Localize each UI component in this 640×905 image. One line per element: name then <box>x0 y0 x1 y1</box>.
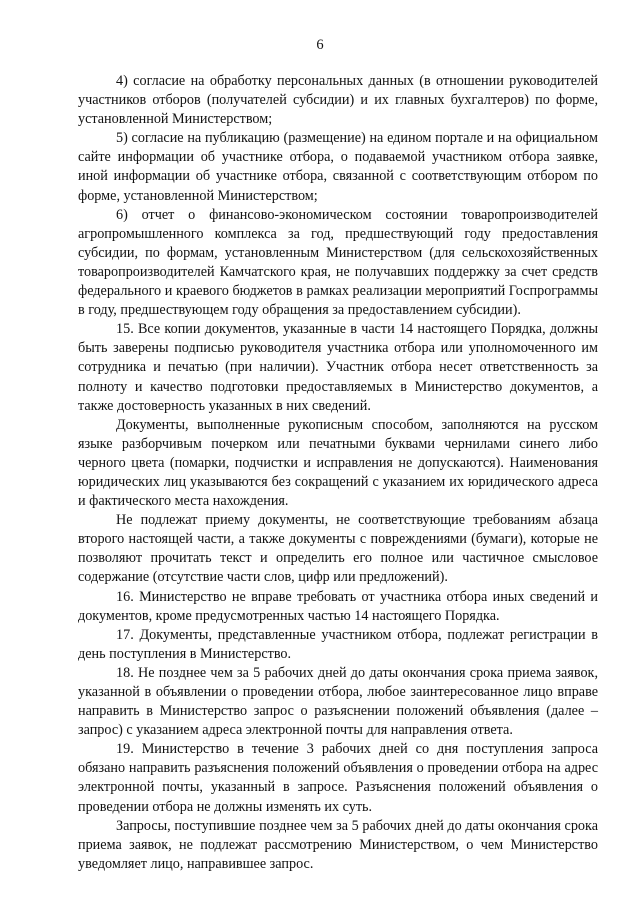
paragraph-not-accepted-documents: Не подлежат приему документы, не соответствующие требованиям абзаца второго настоящей части, а также документы с повреждениями (бумаги), которые не позволяют прочитать текст и определить его полное или частичное смысловое содержание (отсутствие части слов, цифр или предложений). <box>78 512 598 586</box>
paragraph-item-4: 4) согласие на обработку персональных данных (в отношении руководителей участников отборов (получателей субсидии) и их главных бухгалтеров) по форме, установленной Министерством; <box>78 73 598 128</box>
paragraph-section-16: 16. Министерство не вправе требовать от участника отбора иных сведений и документов, кроме предусмотренных частью 14 настоящего Порядка. <box>78 588 598 624</box>
paragraph-handwritten-documents: Документы, выполненные рукописным способом, заполняются на русском языке разборчивым почерком или печатными буквами чернилами синего либо черного цвета (помарки, подчистки и исправления не допускаются). Наименования юридических лиц указываются без сокращений с указанием их юридического адреса и фактического места нахождения. <box>78 416 598 510</box>
paragraph-late-requests: Запросы, поступившие позднее чем за 5 рабочих дней до даты окончания срока приема заявок, не подлежат рассмотрению Министерством, о чем Министерство уведомляет лицо, направившее запрос. <box>78 817 598 872</box>
document-body <box>78 72 598 874</box>
paragraph-section-19: 19. Министерство в течение 3 рабочих дней со дня поступления запроса обязано направить разъяснения положений объявления о проведении отбора на адрес электронной почты, указанный в запросе. Разъяснения положений объявления о проведении отбора не должны изменять их суть. <box>78 741 598 815</box>
paragraph-section-15: 15. Все копии документов, указанные в части 14 настоящего Порядка, должны быть заверены подписью руководителя участника отбора или уполномоченного им сотрудника и печатью (при наличии). Участник отбора несет ответственность за полноту и качество подготовки предоставляемых в Министерство документов, а также достоверность указанных в них сведений. <box>78 321 598 414</box>
paragraph-section-18: 18. Не позднее чем за 5 рабочих дней до даты окончания срока приема заявок, указанной в объявлении о проведении отбора, любое заинтересованное лицо вправе направить в Министерство запрос о разъяснении положений объявления (далее – запрос) с указанием адреса электронной почты для направления ответа. <box>78 664 598 739</box>
paragraph-section-17: 17. Документы, представленные участником отбора, подлежат регистрации в день поступления в Министерство. <box>78 626 598 662</box>
page-number: 6 <box>316 37 324 53</box>
paragraph-item-6: 6) отчет о финансово-экономическом состоянии товаропроизводителей агропромышленного комплекса за год, предшествующий году предоставления субсидии, по формам, установленным Министерством (для сельскохозяйственных товаропроизводителей Камчатского края, не получавших поддержку за счет средств федерального и краевого бюджетов в рамках реализации мероприятий Госпрограммы в году, предшествующем году обращения за предоставлением субсидии). <box>78 206 598 319</box>
paragraph-item-5: 5) согласие на публикацию (размещение) на едином портале и на официальном сайте информации об участнике отбора, о подаваемой участником отбора заявке, иной информации об участнике отбора, связанной с соответствующим отбором по форме, установленной Министерством; <box>78 130 598 204</box>
